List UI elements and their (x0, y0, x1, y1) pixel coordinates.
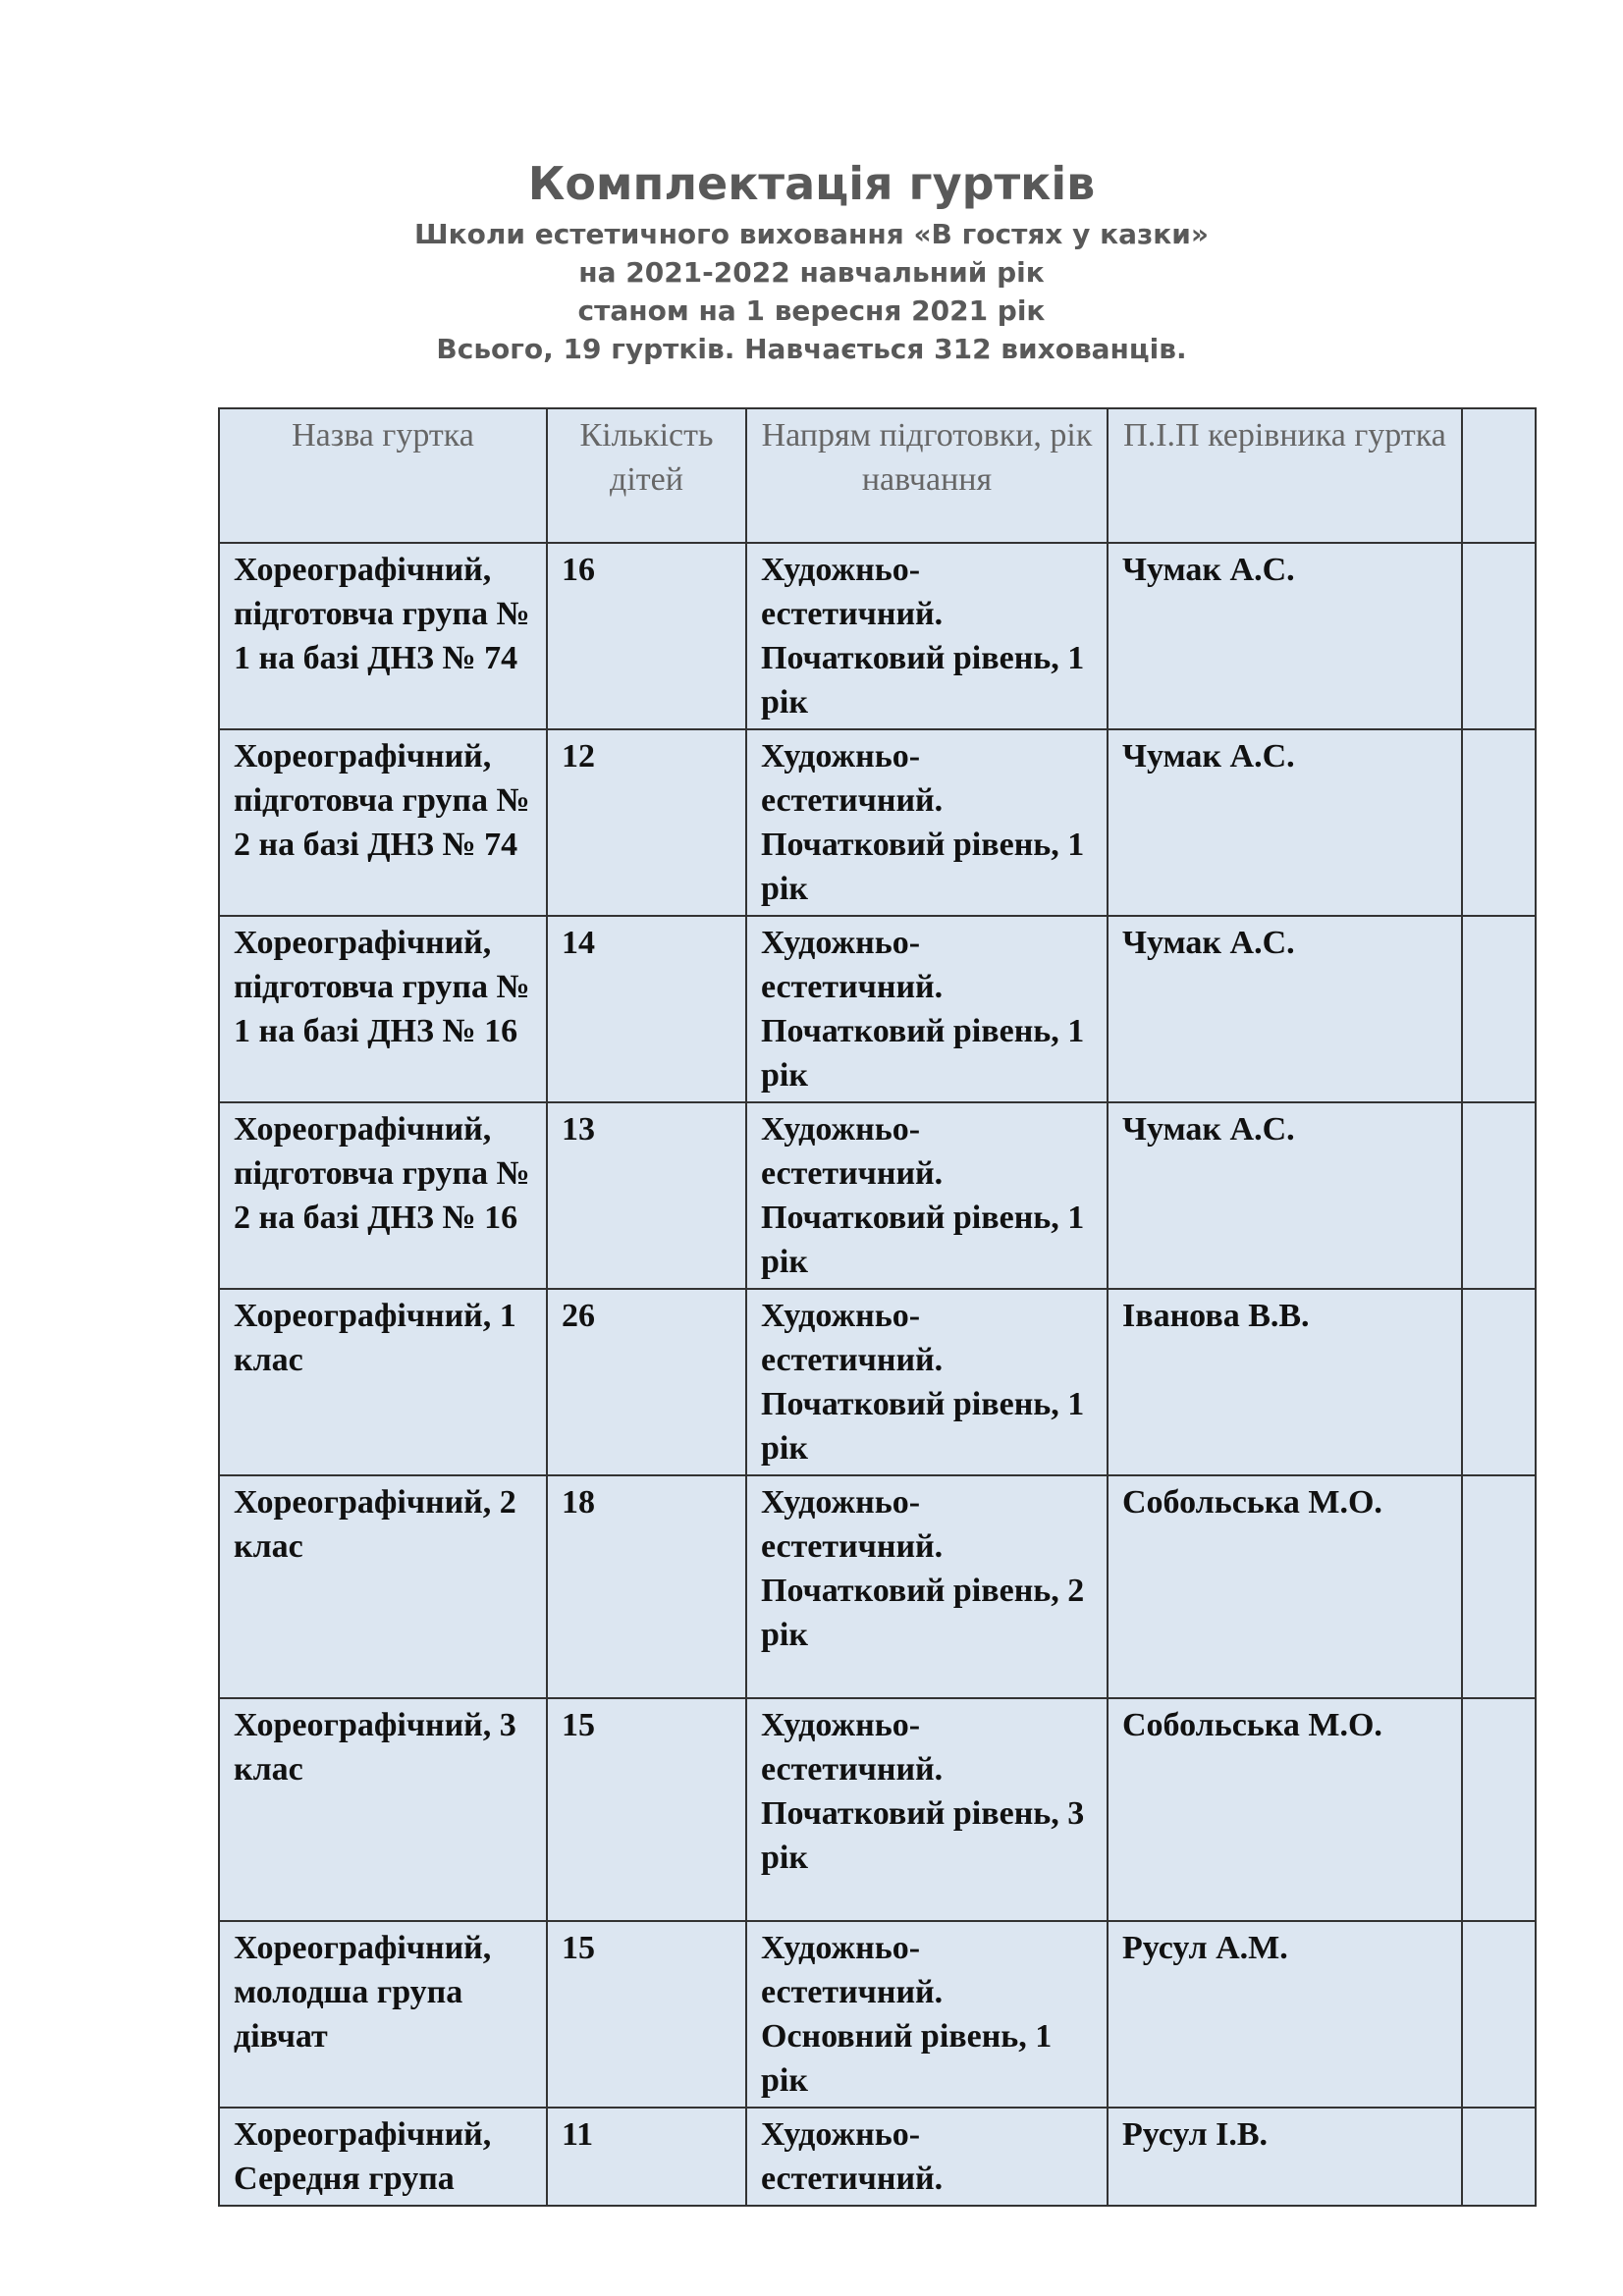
column-header-direction: Напрям підготовки, рік навчання (746, 408, 1108, 543)
cell-extra (1462, 1102, 1536, 1289)
table-row (219, 916, 1536, 1102)
cell-name: Хореографічний, підготовча група № 1 на базі ДНЗ № 74 (219, 543, 547, 729)
cell-extra (1462, 916, 1536, 1102)
cell-count: 15 (547, 1921, 746, 2108)
cell-name: Хореографічний, підготовча група № 2 на базі ДНЗ № 74 (219, 729, 547, 916)
cell-direction: Художньо-естетичний. Початковий рівень, 2 рік (746, 1475, 1108, 1698)
cell-name: Хореографічний, 1 клас (219, 1289, 547, 1475)
cell-leader: Собольська М.О. (1108, 1475, 1462, 1698)
subtitle-year: на 2021-2022 навчальний рік (578, 256, 1045, 289)
table-row (219, 1698, 1536, 1921)
cell-leader: Русул І.В. (1108, 2108, 1462, 2206)
document-title: Комплектація гуртків (527, 157, 1096, 210)
subtitle-date: станом на 1 вересня 2021 рік (577, 294, 1046, 327)
cell-name: Хореографічний, Середня група (219, 2108, 547, 2206)
cell-direction: Художньо-естетичний. Початковий рівень, 1 рік (746, 1102, 1108, 1289)
table-row (219, 1289, 1536, 1475)
cell-count: 16 (547, 543, 746, 729)
cell-name: Хореографічний, 3 клас (219, 1698, 547, 1921)
cell-direction: Художньо-естетичний. Початковий рівень, 1 рік (746, 916, 1108, 1102)
cell-extra (1462, 1475, 1536, 1698)
cell-name: Хореографічний, підготовча група № 1 на базі ДНЗ № 16 (219, 916, 547, 1102)
table-row (219, 729, 1536, 916)
subtitle-totals: Всього, 19 гуртків. Навчається 312 вихованців. (436, 333, 1187, 365)
cell-leader: Іванова В.В. (1108, 1289, 1462, 1475)
cell-count: 18 (547, 1475, 746, 1698)
cell-direction: Художньо-естетичний. (746, 2108, 1108, 2206)
column-header-extra (1462, 408, 1536, 543)
cell-leader: Чумак А.С. (1108, 543, 1462, 729)
cell-extra (1462, 1921, 1536, 2108)
table-header-row (219, 408, 1536, 543)
cell-name: Хореографічний, підготовча група № 2 на базі ДНЗ № 16 (219, 1102, 547, 1289)
cell-leader: Чумак А.С. (1108, 1102, 1462, 1289)
cell-leader: Русул А.М. (1108, 1921, 1462, 2108)
cell-extra (1462, 543, 1536, 729)
cell-direction: Художньо-естетичний. Початковий рівень, 1 рік (746, 729, 1108, 916)
table-row (219, 1921, 1536, 2108)
column-header-count: Кількість дітей (547, 408, 746, 543)
cell-leader: Чумак А.С. (1108, 916, 1462, 1102)
table-row (219, 1102, 1536, 1289)
column-header-leader: П.І.П керівника гуртка (1108, 408, 1462, 543)
cell-count: 26 (547, 1289, 746, 1475)
clubs-table (218, 407, 1537, 2207)
cell-count: 12 (547, 729, 746, 916)
cell-direction: Художньо-естетичний. Початковий рівень, 1 рік (746, 543, 1108, 729)
column-header-name: Назва гуртка (219, 408, 547, 543)
cell-count: 15 (547, 1698, 746, 1921)
subtitle-school: Школи естетичного виховання «В гостях у казки» (414, 218, 1209, 250)
cell-name: Хореографічний, молодша група дівчат (219, 1921, 547, 2108)
cell-direction: Художньо-естетичний. Початковий рівень, 3 рік (746, 1698, 1108, 1921)
table-row (219, 2108, 1536, 2206)
cell-count: 13 (547, 1102, 746, 1289)
cell-leader: Собольська М.О. (1108, 1698, 1462, 1921)
cell-extra (1462, 729, 1536, 916)
table-row (219, 543, 1536, 729)
cell-extra (1462, 2108, 1536, 2206)
cell-count: 11 (547, 2108, 746, 2206)
cell-name: Хореографічний, 2 клас (219, 1475, 547, 1698)
cell-extra (1462, 1698, 1536, 1921)
cell-direction: Художньо-естетичний. Основний рівень, 1 рік (746, 1921, 1108, 2108)
cell-leader: Чумак А.С. (1108, 729, 1462, 916)
cell-count: 14 (547, 916, 746, 1102)
table-row (219, 1475, 1536, 1698)
cell-extra (1462, 1289, 1536, 1475)
cell-direction: Художньо-естетичний. Початковий рівень, 1 рік (746, 1289, 1108, 1475)
